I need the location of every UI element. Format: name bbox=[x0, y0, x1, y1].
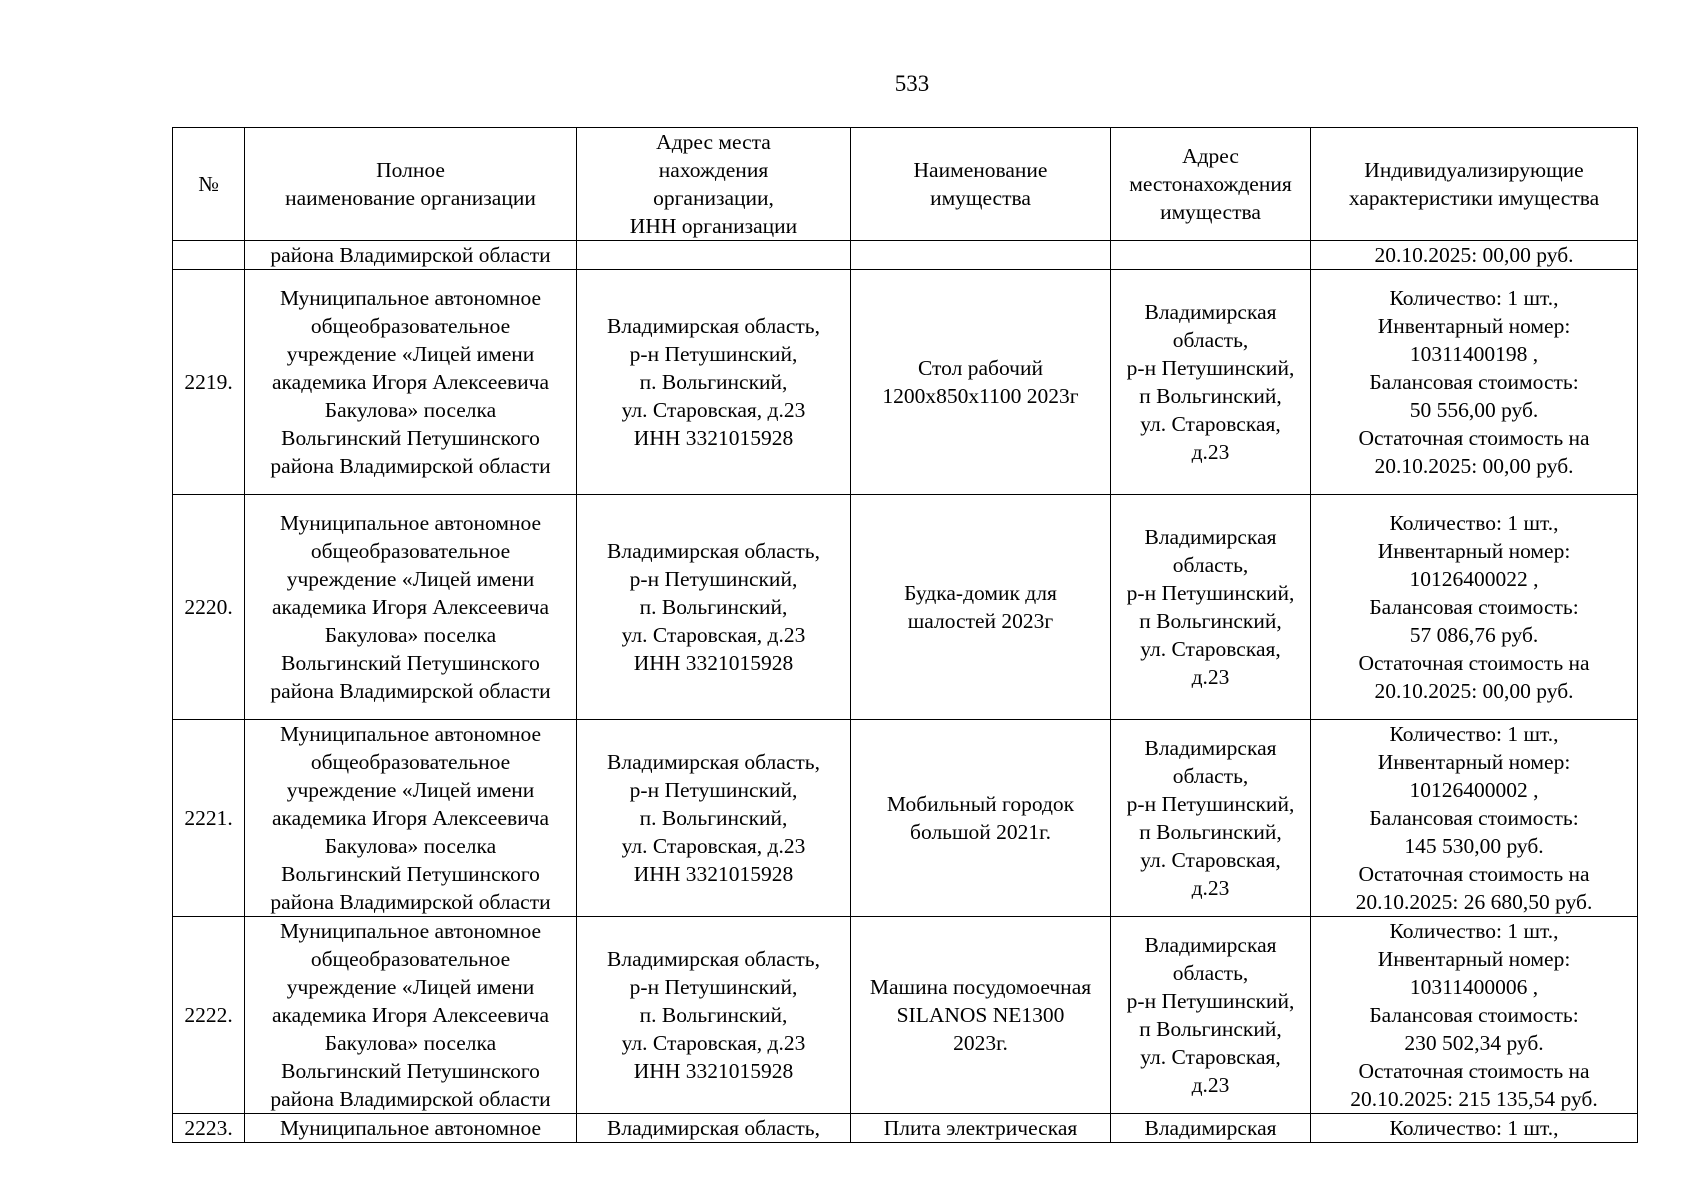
cell-text-line: р-н Петушинский, bbox=[629, 778, 798, 802]
table-row bbox=[173, 495, 1638, 720]
header-org-name bbox=[245, 128, 577, 241]
cell-text-line: 145 530,00 руб. bbox=[1404, 834, 1544, 858]
cell-text-line: р-н Петушинский, bbox=[1126, 989, 1295, 1013]
header-property-address bbox=[1111, 128, 1311, 241]
cell-text-line: ул. Старовская, bbox=[1140, 637, 1281, 661]
property-registry-table bbox=[172, 127, 1638, 1143]
page-number: 533 bbox=[894, 71, 930, 96]
cell-text-line: академика Игоря Алексеевича bbox=[271, 595, 550, 619]
cell-property-address bbox=[1111, 917, 1311, 1114]
cell-text-line: 10311400006 , bbox=[1409, 975, 1539, 999]
table-row-continuation bbox=[173, 241, 1638, 270]
cell-text-line: Балансовая стоимость: bbox=[1369, 1003, 1579, 1027]
cell-text-line: ул. Старовская, д.23 bbox=[621, 834, 806, 858]
cell-text-line: общеобразовательное bbox=[310, 314, 511, 338]
cell-property-name: Плита электрическая bbox=[851, 1114, 1111, 1143]
cell-text-line: ИНН 3321015928 bbox=[633, 1059, 794, 1083]
cell-org-name bbox=[245, 495, 577, 720]
cell-text-line: Машина посудомоечная bbox=[869, 975, 1092, 999]
cell-property-name bbox=[851, 270, 1111, 495]
cell-property-address bbox=[1111, 270, 1311, 495]
cell-text-line: ИНН 3321015928 bbox=[633, 651, 794, 675]
cell-characteristics: Количество: 1 шт., bbox=[1311, 1114, 1638, 1143]
cell-text-line: ИНН 3321015928 bbox=[633, 862, 794, 886]
cell-text-line: Вольгинский Петушинского bbox=[281, 1059, 540, 1083]
cell-text-line: р-н Петушинский, bbox=[629, 567, 798, 591]
cell-text-line: Мобильный городок bbox=[886, 792, 1075, 816]
cell-text-line: ул. Старовская, bbox=[1140, 1045, 1281, 1069]
cell-text-line: организации, bbox=[653, 186, 774, 210]
cell-text-line: 230 502,34 руб. bbox=[1404, 1031, 1544, 1055]
cell-text-line: SILANOS NE1300 bbox=[896, 1003, 1065, 1027]
cell-text-line: ул. Старовская, д.23 bbox=[621, 1031, 806, 1055]
cell-org-address bbox=[577, 495, 851, 720]
cell-text-line: Инвентарный номер: bbox=[1377, 539, 1571, 563]
cell-text-line: Вольгинский Петушинского bbox=[281, 651, 540, 675]
cell-text-line: имущества bbox=[1160, 200, 1261, 224]
cell-text-line: ул. Старовская, д.23 bbox=[621, 623, 806, 647]
cell-text-line: Муниципальное автономное bbox=[279, 286, 542, 310]
cell-text-line: п Вольгинский, bbox=[1139, 609, 1282, 633]
cell-text-line: 20.10.2025: 00,00 руб. bbox=[1374, 679, 1574, 703]
cell-text-line: 10126400022 , bbox=[1409, 567, 1539, 591]
cell-property-address bbox=[1111, 241, 1311, 270]
cell-property-name bbox=[851, 241, 1111, 270]
cell-org-address bbox=[577, 270, 851, 495]
cell-text-line: п. Вольгинский, bbox=[639, 595, 788, 619]
cell-text-line: имущества bbox=[930, 186, 1031, 210]
cell-text-line: область, bbox=[1172, 328, 1249, 352]
cell-text-line: 20.10.2025: 26 680,50 руб. bbox=[1355, 890, 1593, 914]
cell-text-line: Бакулова» поселка bbox=[324, 623, 497, 647]
cell-text-line: р-н Петушинский, bbox=[1126, 792, 1295, 816]
table-row bbox=[173, 270, 1638, 495]
cell-text-line: Будка-домик для bbox=[904, 581, 1057, 605]
cell-text-line: учреждение «Лицей имени bbox=[286, 975, 535, 999]
cell-text-line: района Владимирской области bbox=[270, 1087, 551, 1111]
cell-characteristics bbox=[1311, 720, 1638, 917]
cell-text-line: р-н Петушинский, bbox=[629, 975, 798, 999]
cell-text-line: область, bbox=[1172, 764, 1249, 788]
cell-number: 2219. bbox=[173, 270, 245, 495]
cell-text-line: п. Вольгинский, bbox=[639, 370, 788, 394]
cell-text-line: 10126400002 , bbox=[1409, 778, 1539, 802]
cell-text-line: общеобразовательное bbox=[310, 947, 511, 971]
cell-org-address bbox=[577, 917, 851, 1114]
cell-text-line: Вольгинский Петушинского bbox=[281, 862, 540, 886]
cell-text-line: ул. Старовская, bbox=[1140, 412, 1281, 436]
cell-number: 2220. bbox=[173, 495, 245, 720]
cell-text-line: Владимирская область, bbox=[607, 947, 820, 971]
cell-property-name bbox=[851, 720, 1111, 917]
cell-text-line: Владимирская bbox=[1144, 525, 1277, 549]
cell-text-line: р-н Петушинский, bbox=[1126, 581, 1295, 605]
cell-text-line: Муниципальное автономное bbox=[279, 919, 542, 943]
table-row bbox=[173, 917, 1638, 1114]
cell-text-line: большой 2021г. bbox=[910, 820, 1051, 844]
cell-text-line: 50 556,00 руб. bbox=[1409, 398, 1539, 422]
cell-property-name bbox=[851, 917, 1111, 1114]
header-property-name bbox=[851, 128, 1111, 241]
cell-characteristics bbox=[1311, 917, 1638, 1114]
cell-text-line: 20.10.2025: 00,00 руб. bbox=[1374, 454, 1574, 478]
cell-text-line: Муниципальное автономное bbox=[279, 511, 542, 535]
cell-text-line: д.23 bbox=[1191, 1073, 1230, 1097]
cell-text-line: д.23 bbox=[1191, 440, 1230, 464]
cell-org-name bbox=[245, 270, 577, 495]
cell-text-line: № bbox=[198, 172, 219, 196]
cell-text-line: академика Игоря Алексеевича bbox=[271, 370, 550, 394]
cell-org-name bbox=[245, 720, 577, 917]
cell-text-line: Владимирская область, bbox=[607, 750, 820, 774]
cell-text-line: область, bbox=[1172, 961, 1249, 985]
cell-text-line: 1200х850х1100 2023г bbox=[882, 384, 1079, 408]
cell-text-line: ул. Старовская, д.23 bbox=[621, 398, 806, 422]
cell-text-line: р-н Петушинский, bbox=[629, 342, 798, 366]
cell-text-line: Наименование bbox=[913, 158, 1048, 182]
cell-text-line: академика Игоря Алексеевича bbox=[271, 806, 550, 830]
cell-text-line: 20.10.2025: 215 135,54 руб. bbox=[1350, 1087, 1598, 1111]
cell-characteristics bbox=[1311, 270, 1638, 495]
cell-org-name bbox=[245, 917, 577, 1114]
cell-property-address bbox=[1111, 495, 1311, 720]
cell-text-line: п Вольгинский, bbox=[1139, 384, 1282, 408]
cell-text-line: района Владимирской области bbox=[270, 679, 551, 703]
cell-text-line: Остаточная стоимость на bbox=[1358, 862, 1590, 886]
header-number bbox=[173, 128, 245, 241]
cell-text-line: Стол рабочий bbox=[918, 356, 1043, 380]
cell-text-line: Балансовая стоимость: bbox=[1369, 595, 1579, 619]
cell-text-line: п Вольгинский, bbox=[1139, 820, 1282, 844]
cell-text-line: п. Вольгинский, bbox=[639, 806, 788, 830]
cell-text-line: учреждение «Лицей имени bbox=[286, 342, 535, 366]
cell-text-line: Инвентарный номер: bbox=[1377, 750, 1571, 774]
cell-text-line: района Владимирской области bbox=[270, 890, 551, 914]
cell-text-line: района Владимирской области bbox=[270, 454, 551, 478]
header-org-address bbox=[577, 128, 851, 241]
cell-text-line: Бакулова» поселка bbox=[324, 398, 497, 422]
cell-text-line: Бакулова» поселка bbox=[324, 1031, 497, 1055]
cell-text-line: р-н Петушинский, bbox=[1126, 356, 1295, 380]
cell-text-line: Владимирская bbox=[1144, 736, 1277, 760]
cell-text-line: Количество: 1 шт., bbox=[1389, 286, 1559, 310]
cell-text-line: учреждение «Лицей имени bbox=[286, 567, 535, 591]
cell-text-line: Адрес места bbox=[656, 130, 771, 154]
cell-text-line: Балансовая стоимость: bbox=[1369, 806, 1579, 830]
cell-text-line: Остаточная стоимость на bbox=[1358, 426, 1590, 450]
cell-text-line: академика Игоря Алексеевича bbox=[271, 1003, 550, 1027]
cell-property-address: Владимирская bbox=[1111, 1114, 1311, 1143]
cell-text-line: Владимирская область, bbox=[607, 539, 820, 563]
cell-text-line: Остаточная стоимость на bbox=[1358, 1059, 1590, 1083]
cell-text-line: Индивидуализирующие bbox=[1364, 158, 1584, 182]
cell-text-line: Количество: 1 шт., bbox=[1389, 511, 1559, 535]
cell-text-line: п. Вольгинский, bbox=[639, 1003, 788, 1027]
cell-text-line: нахождения bbox=[658, 158, 769, 182]
cell-number: 2221. bbox=[173, 720, 245, 917]
cell-number: 2223. bbox=[173, 1114, 245, 1143]
cell-text-line: Владимирская bbox=[1144, 933, 1277, 957]
cell-property-name bbox=[851, 495, 1111, 720]
cell-org-address bbox=[577, 720, 851, 917]
cell-text-line: д.23 bbox=[1191, 665, 1230, 689]
cell-text-line: наименование организации bbox=[285, 186, 536, 210]
cell-text-line: Владимирская bbox=[1144, 300, 1277, 324]
cell-text-line: Балансовая стоимость: bbox=[1369, 370, 1579, 394]
cell-text-line: ИНН организации bbox=[629, 214, 798, 238]
cell-text-line: Муниципальное автономное bbox=[279, 722, 542, 746]
cell-org-address: Владимирская область, bbox=[577, 1114, 851, 1143]
cell-text-line: область, bbox=[1172, 553, 1249, 577]
cell-text-line: Адрес bbox=[1182, 144, 1239, 168]
cell-characteristics bbox=[1311, 495, 1638, 720]
cell-number bbox=[173, 241, 245, 270]
header-characteristics bbox=[1311, 128, 1638, 241]
cell-text-line: 10311400198 , bbox=[1409, 342, 1539, 366]
cell-text-line: Владимирская область, bbox=[607, 314, 820, 338]
cell-characteristics: 20.10.2025: 00,00 руб. bbox=[1311, 241, 1638, 270]
cell-text-line: ИНН 3321015928 bbox=[633, 426, 794, 450]
cell-text-line: д.23 bbox=[1191, 876, 1230, 900]
cell-number: 2222. bbox=[173, 917, 245, 1114]
cell-text-line: Остаточная стоимость на bbox=[1358, 651, 1590, 675]
cell-org-name: района Владимирской области bbox=[245, 241, 577, 270]
cell-text-line: Вольгинский Петушинского bbox=[281, 426, 540, 450]
cell-text-line: общеобразовательное bbox=[310, 750, 511, 774]
cell-text-line: ул. Старовская, bbox=[1140, 848, 1281, 872]
cell-text-line: Количество: 1 шт., bbox=[1389, 722, 1559, 746]
cell-text-line: п Вольгинский, bbox=[1139, 1017, 1282, 1041]
cell-text-line: Инвентарный номер: bbox=[1377, 947, 1571, 971]
table-row-partial bbox=[173, 1114, 1638, 1143]
cell-text-line: шалостей 2023г bbox=[907, 609, 1054, 633]
cell-text-line: 57 086,76 руб. bbox=[1409, 623, 1539, 647]
cell-text-line: общеобразовательное bbox=[310, 539, 511, 563]
cell-text-line: Полное bbox=[376, 158, 445, 182]
cell-text-line: Инвентарный номер: bbox=[1377, 314, 1571, 338]
cell-text-line: характеристики имущества bbox=[1348, 186, 1600, 210]
cell-text-line: 2023г. bbox=[953, 1031, 1008, 1055]
cell-text-line: Бакулова» поселка bbox=[324, 834, 497, 858]
cell-text-line: Количество: 1 шт., bbox=[1389, 919, 1559, 943]
cell-org-name: Муниципальное автономное bbox=[245, 1114, 577, 1143]
cell-property-address bbox=[1111, 720, 1311, 917]
table-row bbox=[173, 720, 1638, 917]
cell-org-address bbox=[577, 241, 851, 270]
cell-text-line: учреждение «Лицей имени bbox=[286, 778, 535, 802]
table-header-row bbox=[173, 128, 1638, 241]
cell-text-line: местонахождения bbox=[1129, 172, 1292, 196]
